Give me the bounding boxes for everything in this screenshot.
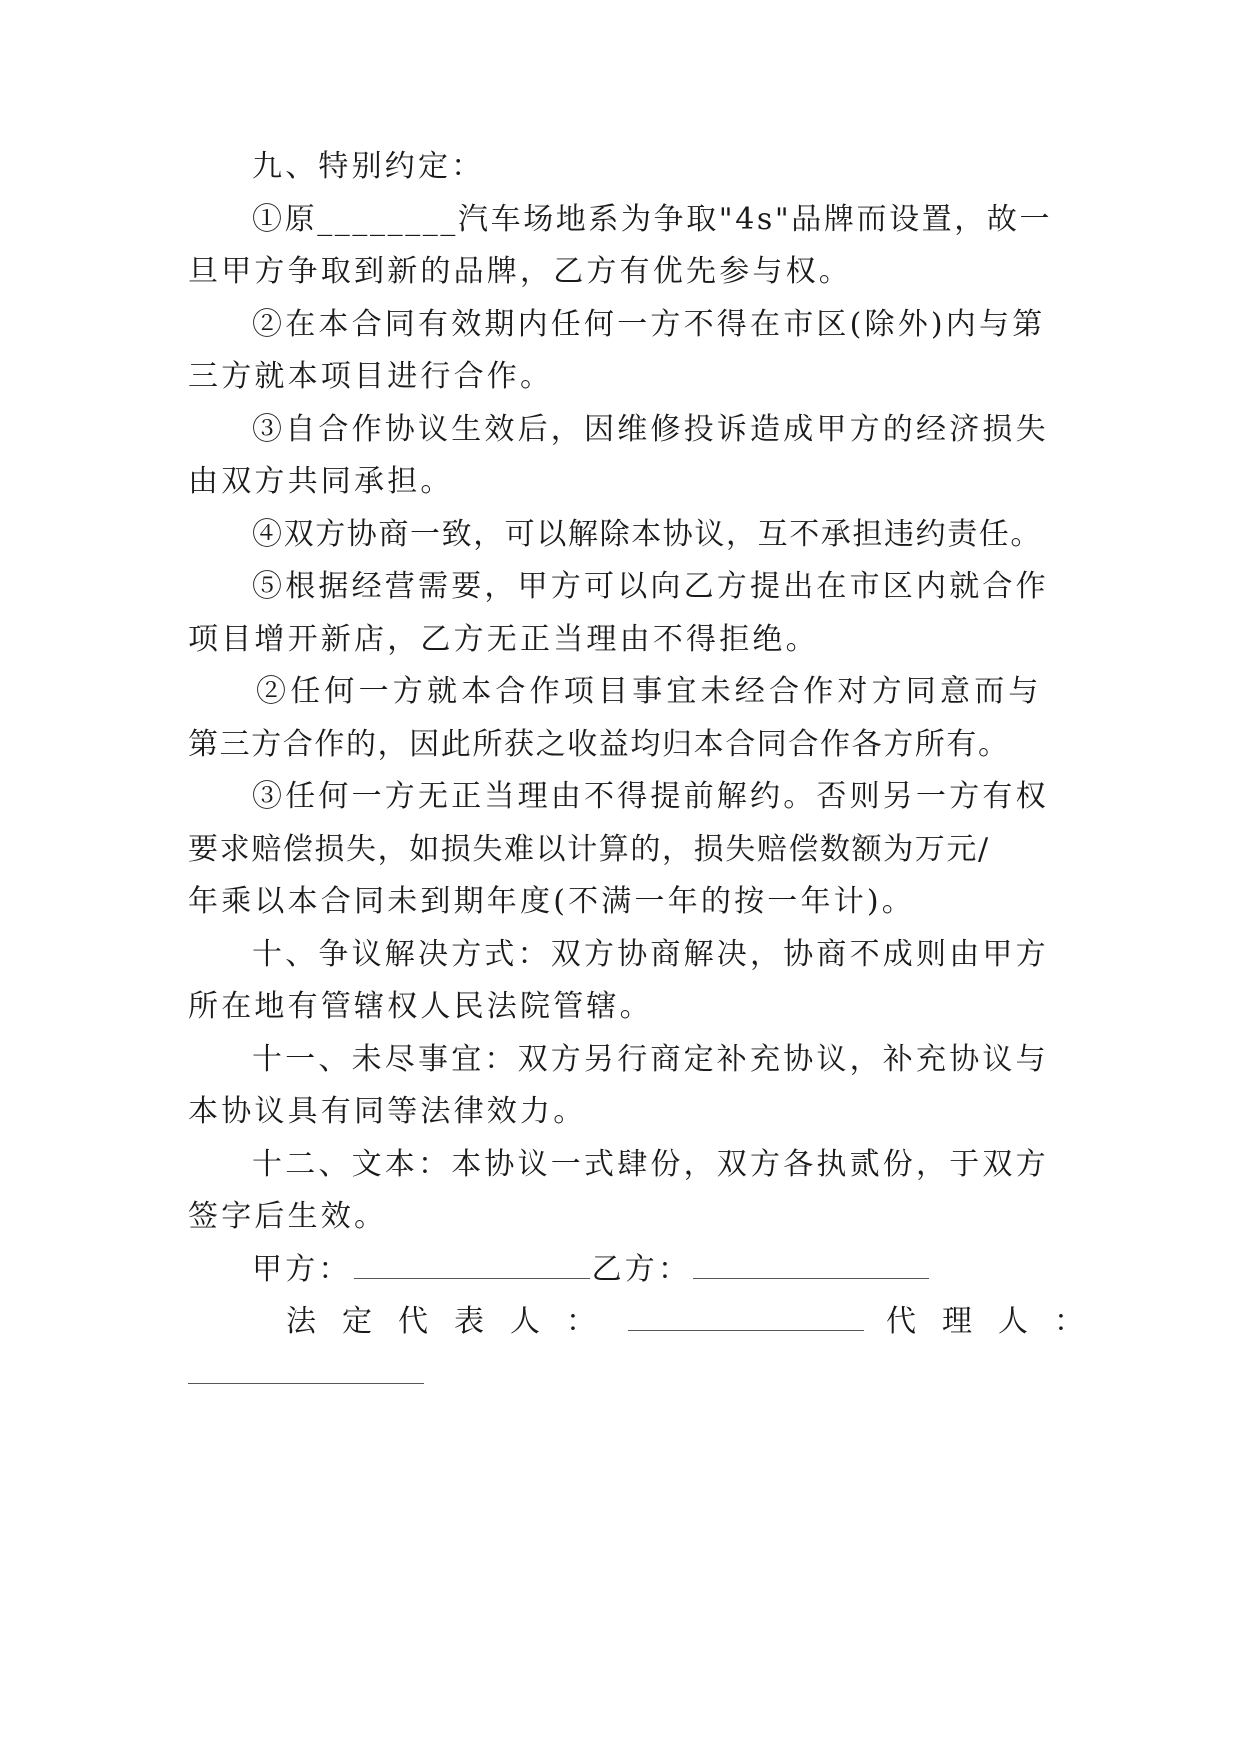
party-a-blank xyxy=(354,1250,590,1279)
clause-b2-line-1: ②任何一方就本合作项目事宜未经合作对方同意而与 xyxy=(256,674,1043,709)
clause-1-line-1: ①原________汽车场地系为争取"4s"品牌而设置，故一 xyxy=(252,202,1053,237)
clause-1-line-2: 旦甲方争取到新的品牌，乙方有优先参与权。 xyxy=(188,254,852,289)
section-eleven-line-1: 十一、未尽事宜：双方另行商定补充协议，补充协议与 xyxy=(252,1042,1049,1077)
clause-b3-line-1: ③任何一方无正当理由不得提前解约。否则另一方有权 xyxy=(252,779,1049,814)
party-b-blank xyxy=(693,1250,929,1279)
clause-3-line-1: ③自合作协议生效后，因维修投诉造成甲方的经济损失 xyxy=(252,412,1049,447)
section-eleven-line-2: 本协议具有同等法律效力。 xyxy=(188,1094,587,1129)
section-ten-line-2: 所在地有管辖权人民法院管辖。 xyxy=(188,989,653,1024)
section-nine-heading: 九、特别约定： xyxy=(252,149,485,184)
section-ten-line-1: 十、争议解决方式：双方协商解决，协商不成则由甲方 xyxy=(252,937,1049,972)
section-twelve-line-2: 签字后生效。 xyxy=(188,1199,388,1234)
agent-blank-row xyxy=(188,1355,1058,1395)
clause-b2-line-2: 第三方合作的，因此所获之收益均归本合同合作各方所有。 xyxy=(188,727,1010,762)
clause-2-line-2: 三方就本项目进行合作。 xyxy=(188,359,554,394)
party-b-label: 乙方： xyxy=(591,1252,692,1287)
agent-blank xyxy=(188,1355,424,1384)
clause-b3-line-3: 年乘以本合同未到期年度(不满一年的按一年计)。 xyxy=(188,884,916,919)
party-a-label: 甲方： xyxy=(252,1252,352,1287)
clause-5-line-1: ⑤根据经营需要，甲方可以向乙方提出在市区内就合作 xyxy=(252,569,1049,604)
legal-rep-blank xyxy=(628,1302,864,1331)
signature-parties-row xyxy=(188,1250,1058,1290)
legal-rep-label: 法定代表人： xyxy=(286,1304,622,1339)
clause-b3-line-2: 要求赔偿损失，如损失难以计算的，损失赔偿数额为万元/ xyxy=(188,832,990,867)
clause-3-line-2: 由双方共同承担。 xyxy=(188,464,454,499)
agent-label: 代理人： xyxy=(886,1304,1110,1339)
clause-2-line-1: ②在本合同有效期内任何一方不得在市区(除外)内与第 xyxy=(252,307,1046,342)
signature-rep-row xyxy=(188,1302,1110,1342)
clause-4-line-1: ④双方协商一致，可以解除本协议，互不承担违约责任。 xyxy=(252,517,1042,552)
clause-5-line-2: 项目增开新店，乙方无正当理由不得拒绝。 xyxy=(188,622,819,657)
section-twelve-line-1: 十二、文本：本协议一式肆份，双方各执贰份，于双方 xyxy=(252,1147,1049,1182)
